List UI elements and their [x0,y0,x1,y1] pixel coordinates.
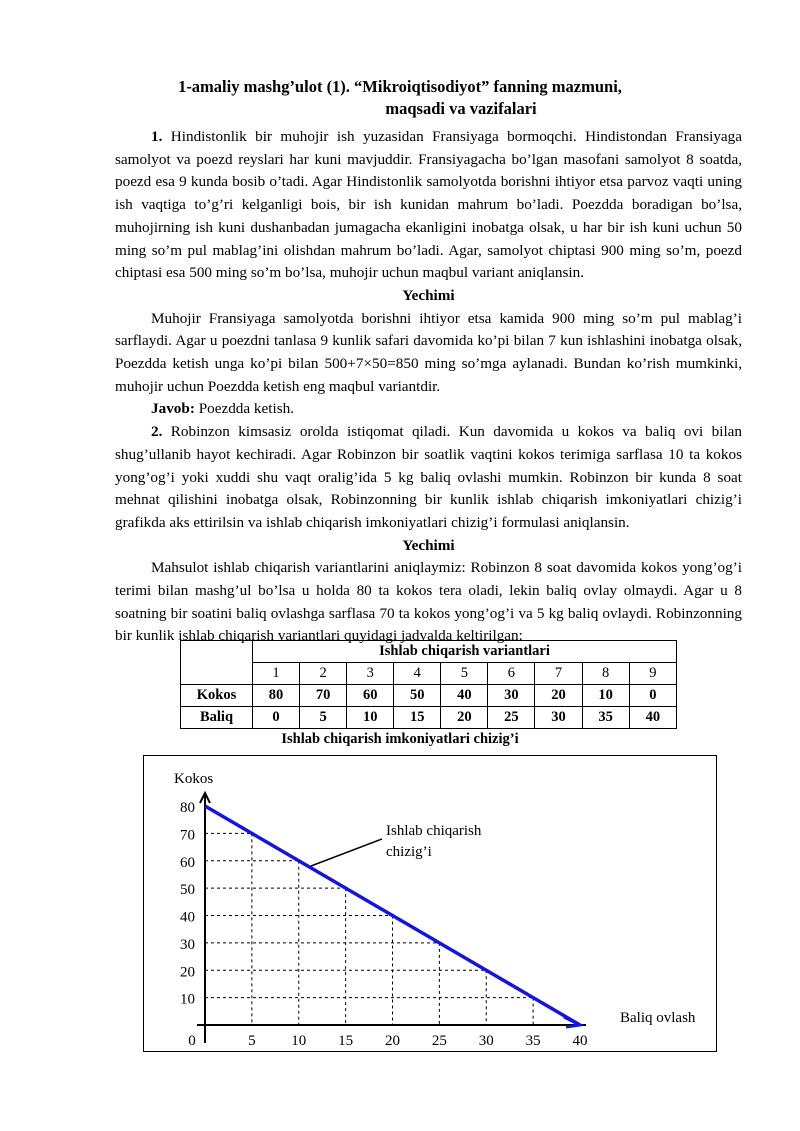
problem-2-number: 2. [151,423,163,441]
y-tick-label: 30 [180,936,195,953]
ppf-chart [144,756,716,1051]
column-number-2: 2 [300,663,347,685]
table-header: Ishlab chiqarish variantlari [253,641,677,663]
y-tick-label: 20 [180,964,195,981]
x-tick-label: 10 [291,1033,307,1049]
row-label: Baliq [181,707,253,729]
column-number-3: 3 [347,663,394,685]
problem-2-solution: Mahsulot ishlab chiqarish variantlarini aniqlaymiz: Robinzon 8 soat davomida kokos yong’og’i terimi bilan mashg’ul bo’lsa u holda 80 ta kokos tera oladi, lekin baliq ovlay olmaydi. Agar u 8 soatning bir soatini baliq ovlashga sarflasa 70 ta kokos yong’og’i va 5 kg baliq ovlaydi. Robinzonning bir kunlik ishlab chiqarish variantlari quyidagi jadvalda keltirilgan: [115,559,742,645]
answer-text: Poezdda ketish. [194,400,295,418]
column-number-9: 9 [629,663,676,685]
problem-2-solution-heading: Yechimi [402,536,455,554]
table-cell: 10 [582,685,629,707]
table-cell: 20 [441,707,488,729]
table-cell: 35 [582,707,629,729]
table-header-row [181,641,677,663]
x-tick-label: 35 [525,1033,541,1049]
table-cell: 15 [394,707,441,729]
column-number-4: 4 [394,663,441,685]
table-cell: 0 [629,685,676,707]
column-number-6: 6 [488,663,535,685]
table-cell: 30 [488,685,535,707]
table-cell: 10 [347,707,394,729]
column-number-1: 1 [253,663,300,685]
table-cell: 60 [347,685,394,707]
table-cell: 0 [253,707,300,729]
annotation-pointer [311,839,382,866]
table-cell: 5 [300,707,347,729]
page-title [0,76,800,120]
problem-1-number: 1. [151,128,163,145]
chart-caption: Ishlab chiqarish imkoniyatlari chizig’i [281,731,519,747]
problem-1-solution-heading: Yechimi [402,286,455,304]
table-corner-cell [181,641,253,685]
document-body [115,126,742,648]
problem-2-statement: Robinzon kimsasiz orolda istiqomat qiladi. Kun davomida u kokos va baliq ovi bilan shug’ullanib hayot kechiradi. Agar Robinzon bir soatlik vaqtini kokos terimiga sarflasa 10 ta kokos yong’og’i yoki xuddi shu vaqt oralig’ida 5 kg baliq ovlashi mumkin. Robinzon bir kunda 8 soat mehnat qilishini inobatga olsak, Robinzonning bir kunlik ishlab chiqarish imkoniyatlari chizig’i grafikda aks ettirilsin va ishlab chiqarish imkoniyatlari chizig’i formulasi aniqlansin. [115,423,742,531]
table-row-baliq [181,707,677,729]
table-cell: 25 [488,707,535,729]
x-tick-label: 25 [431,1033,447,1049]
x-tick-label: 15 [338,1033,354,1049]
table-cell: 50 [394,685,441,707]
column-number-8: 8 [582,663,629,685]
y-tick-label: 40 [180,909,195,926]
problem-2-text [115,421,742,535]
y-tick-label: 80 [180,800,195,816]
table-column-numbers [181,663,677,685]
annotation-line-1: Ishlab chiqarish [386,823,482,839]
production-variants-table [180,640,677,729]
answer-label: Javob: [151,400,195,418]
title-line-2: maqsadi va vazifalari [385,99,537,118]
chart-frame [143,755,717,1052]
annotation-line-2: chizig’i [386,844,432,860]
table-cell: 40 [441,685,488,707]
table-cell: 20 [535,685,582,707]
y-tick-label: 60 [180,854,195,871]
x-axis-label: Baliq ovlash [620,1010,696,1026]
y-tick-label: 10 [180,991,195,1008]
table-cell: 40 [629,707,676,729]
row-label: Kokos [181,685,253,707]
table-cell: 70 [300,685,347,707]
y-axis-label: Kokos [174,771,214,787]
title-line-1: 1-amaliy mashg’ulot (1). “Mikroiqtisodiyot” fanning mazmuni, [178,77,622,96]
table-row-kokos [181,685,677,707]
x-tick-label: 30 [478,1033,494,1049]
column-number-7: 7 [535,663,582,685]
problem-1-text [115,126,742,285]
problem-1-statement: Hindistonlik bir muhojir ish yuzasidan Fransiyaga bormoqchi. Hindistondan Fransiyaga samolyot va poezd reyslari har kuni mavjuddir. Fransiyagacha bo’lgan masofani samolyot 8 soatda, poezd esa 9 kunda bosib o’tadi. Agar Hindistonlik samolyotda borishni ihtiyor etsa parvoz vaqti uning ish vaqtiga to’g’ri kelganligi bois, bir ish kunidan mahrum bo’ladi. Poezdda boradigan bo’lsa, muhojirning ish kuni dushanbadan jumagacha ekanligini inobatga olsak, u har bir ish kuni uchun 50 ming so’m pul mablag’ini olishdan mahrum bo’ladi. Agar, samolyot chiptasi 900 ming so’m, poezd chiptasi esa 500 ming so’m bo’lsa, muhojir uchun maqbul variant aniqlansin. [115,128,742,282]
x-tick-label: 5 [248,1033,256,1049]
x-tick-label: 40 [572,1033,588,1049]
y-tick-label: 50 [180,882,195,899]
column-number-5: 5 [441,663,488,685]
table-cell: 30 [535,707,582,729]
x-tick-label: 20 [385,1033,400,1049]
y-tick-label: 70 [180,827,195,844]
x-tick-label: 0 [188,1033,196,1049]
problem-1-answer [115,398,742,421]
problem-1-solution: Muhojir Fransiyaga samolyotda borishni ihtiyor etsa kamida 900 ming so’m pul mablag’i sarflaydi. Agar u poezdni tanlasa 9 kunlik safari davomida ko’pi bilan 7 kun ishlashini inobatga olsak, Poezdda ketish unga ko’pi bilan 500+7×50=850 ming so’mga aylanadi. Bundan ko’rish mumkinki, muhojir uchun Poezdda ketish eng maqbul variantdir. [115,309,742,395]
table-cell: 80 [253,685,300,707]
